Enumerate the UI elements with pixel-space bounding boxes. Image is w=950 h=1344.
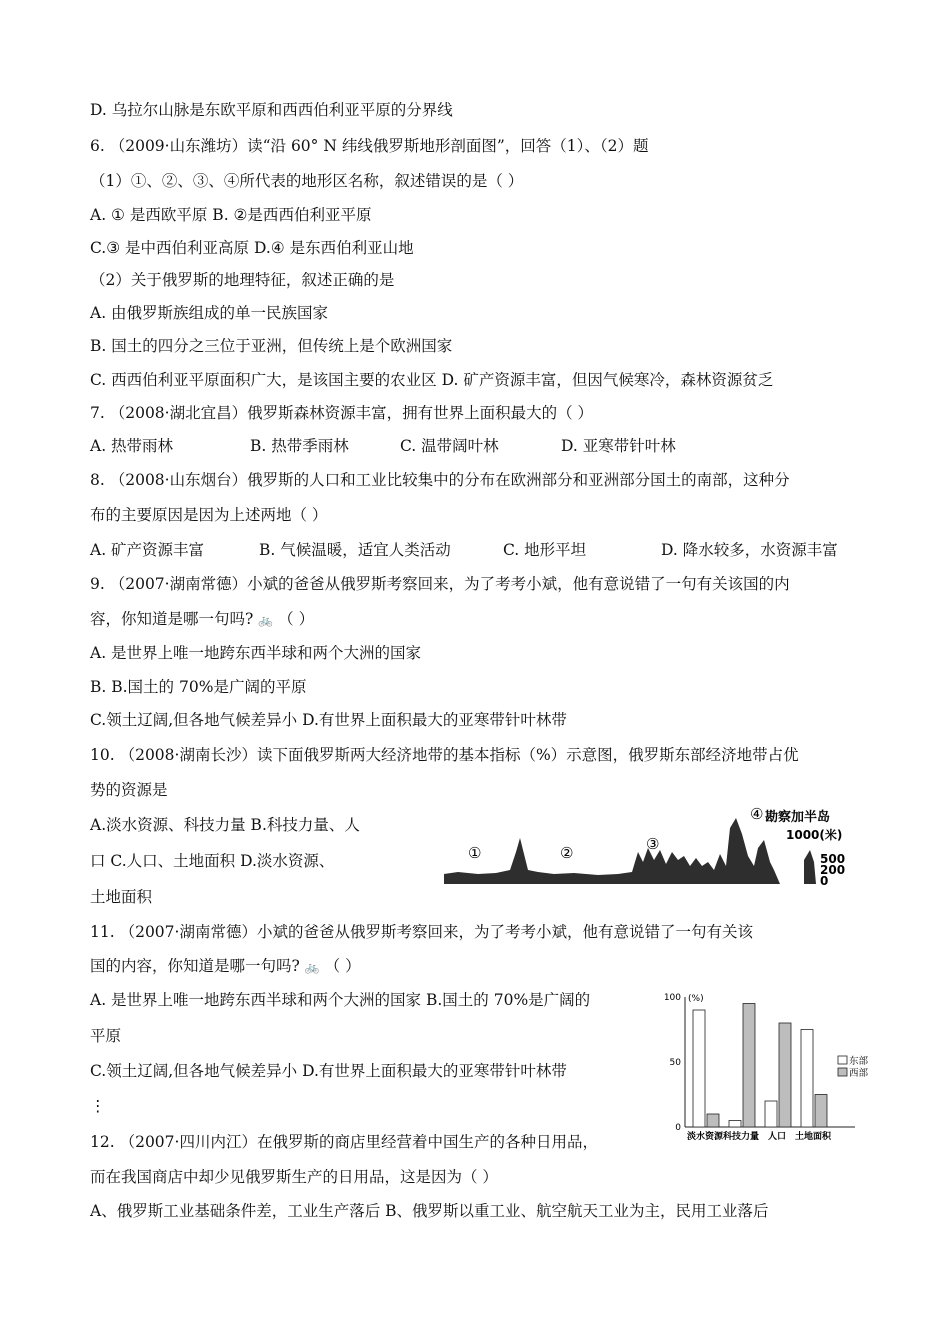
legend <box>838 1055 869 1079</box>
profile-label-2: ② <box>560 844 574 862</box>
peninsula-label: 勘察加半岛 <box>765 810 831 825</box>
legend-swatch-east <box>838 1056 847 1064</box>
y-axis-unit: (%) <box>688 994 704 1004</box>
legend-label-west: 西部 <box>849 1068 869 1079</box>
question-6-sub1: （1）①、②、③、④所代表的地形区名称，叙述错误的是（ ） <box>90 172 524 190</box>
bar-west <box>779 1023 791 1127</box>
question-9-answer-bracket: （ ） <box>278 610 315 628</box>
profile-tick-500: 500 <box>820 852 846 866</box>
question-7-option-d: D. 亚寒带针叶林 <box>561 437 676 455</box>
question-8-option-b: B. 气候温暖，适宜人类活动 <box>259 541 451 559</box>
question-11-options-ab-cont: 平原 <box>90 1027 122 1045</box>
question-11-answer-bracket: （ ） <box>324 957 361 975</box>
bar-east <box>801 1030 813 1128</box>
profile-tick-0: 0 <box>820 874 829 888</box>
question-10-option-end: 土地面积 <box>90 888 153 906</box>
y-tick-label: 0 <box>675 1123 681 1133</box>
legend-swatch-west <box>838 1068 847 1076</box>
bar-east <box>729 1121 741 1128</box>
question-8-line2: 布的主要原因是因为上述两地（ ） <box>90 506 328 524</box>
question-8-option-c: C. 地形平坦 <box>503 541 587 559</box>
question-7-option-c: C. 温带阔叶林 <box>400 437 499 455</box>
bar-west <box>815 1095 827 1128</box>
question-9-option-b: B. B.国土的 70%是广阔的平原 <box>90 678 307 696</box>
question-11-line1: 11. （2007·湖南常德）小斌的爸爸从俄罗斯考察回来，为了考考小斌，他有意说错了一句有关该 <box>90 923 753 941</box>
x-category-label: 土地面积 <box>794 1132 832 1142</box>
question-6-sub2: （2）关于俄罗斯的地理特征，叙述正确的是 <box>90 271 395 289</box>
question-10-options-ab: A.淡水资源、科技力量 B.科技力量、人 <box>90 816 360 834</box>
bar-west <box>707 1114 719 1127</box>
question-11-line2-text: 国的内容，你知道是哪一句吗? <box>90 957 300 975</box>
legend-label-east: 东部 <box>849 1056 869 1067</box>
question-6-sub1-options-ab: A. ① 是西欧平原 B. ②是西西伯利亚平原 <box>90 206 372 224</box>
question-12-line2: 而在我国商店中却少见俄罗斯生产的日用品，这是因为（ ） <box>90 1168 498 1186</box>
question-10-line2: 势的资源是 <box>90 781 168 799</box>
x-category-label: 人口 <box>767 1132 787 1142</box>
bike-icon: 🚲 <box>304 960 320 974</box>
question-9-options-cd: C.领土辽阔,但各地气候差异小 D.有世界上面积最大的亚寒带针叶林带 <box>90 711 567 729</box>
question-11-line2 <box>90 956 361 977</box>
question-10-options-bcd: 口 C.人口、土地面积 D.淡水资源、 <box>90 852 335 870</box>
question-7-option-a: A. 热带雨林 <box>90 437 174 455</box>
profile-tick-200: 200 <box>820 863 846 877</box>
question-12-options-ab: A、俄罗斯工业基础条件差，工业生产落后 B、俄罗斯以重工业、航空航天工业为主，民用工业落后 <box>90 1202 769 1220</box>
question-10-line1: 10. （2008·湖南长沙）读下面俄罗斯两大经济地带的基本指标（%）示意图，俄罗斯东部经济地带占优 <box>90 746 799 764</box>
x-category-label: 科技力量 <box>722 1132 760 1142</box>
question-9-option-a: A. 是世界上唯一地跨东西半球和两个大洲的国家 <box>90 644 422 662</box>
profile-label-1: ① <box>468 844 482 862</box>
ellipsis: ⋮ <box>90 1097 106 1115</box>
x-category-label: 淡水资源 <box>686 1132 724 1142</box>
profile-label-4: ④ <box>750 805 764 823</box>
question-8-option-d: D. 降水较多，水资源丰富 <box>661 541 838 559</box>
question-8-option-a: A. 矿产资源丰富 <box>90 541 205 559</box>
bar-east <box>765 1101 777 1127</box>
profile-unit-label: 1000(米) <box>786 828 843 842</box>
question-11-options-ab: A. 是世界上唯一地跨东西半球和两个大洲的国家 B.国土的 70%是广阔的 <box>90 991 591 1009</box>
question-7: 7. （2008·湖北宜昌）俄罗斯森林资源丰富，拥有世界上面积最大的（ ） <box>90 404 594 422</box>
bike-icon: 🚲 <box>258 613 274 627</box>
y-tick-label: 50 <box>669 1058 681 1068</box>
question-9-line2-text: 容，你知道是哪一句吗? <box>90 610 254 628</box>
terrain-profile-diagram <box>438 800 858 890</box>
question-7-option-b: B. 热带季雨林 <box>250 437 349 455</box>
question-6-sub2-options-cd: C. 西西伯利亚平原面积广大，是该国主要的农业区 D. 矿产资源丰富，但因气候寒冷，森林资源贫乏 <box>90 371 774 389</box>
question-11-options-cd: C.领土辽阔,但各地气候差异小 D.有世界上面积最大的亚寒带针叶林带 <box>90 1062 567 1080</box>
scale-bar <box>804 850 816 884</box>
profile-label-3: ③ <box>646 835 660 853</box>
y-tick-label: 100 <box>663 993 681 1003</box>
question-6-sub2-option-a: A. 由俄罗斯族组成的单一民族国家 <box>90 304 329 322</box>
question-12-line1: 12. （2007·四川内江）在俄罗斯的商店里经营着中国生产的各种日用品， <box>90 1133 598 1151</box>
question-9-line2 <box>90 609 314 630</box>
question-6: 6. （2009·山东潍坊）读“沿 60° N 纬线俄罗斯地形剖面图”，回答（1）、（2）题 <box>90 137 649 155</box>
option-line: D. 乌拉尔山脉是东欧平原和西西伯利亚平原的分界线 <box>90 101 453 119</box>
economic-zone-bar-chart <box>650 985 890 1150</box>
terrain-silhouette <box>444 818 780 884</box>
bar-west <box>743 1004 755 1128</box>
question-8-line1: 8. （2008·山东烟台）俄罗斯的人口和工业比较集中的分布在欧洲部分和亚洲部分国土的南部，这种分 <box>90 471 790 489</box>
question-6-sub1-options-cd: C.③ 是中西伯利亚高原 D.④ 是东西伯利亚山地 <box>90 239 414 257</box>
question-9-line1: 9. （2007·湖南常德）小斌的爸爸从俄罗斯考察回来，为了考考小斌，他有意说错了一句有关该国的内 <box>90 575 790 593</box>
question-6-sub2-option-b: B. 国土的四分之三位于亚洲，但传统上是个欧洲国家 <box>90 337 453 355</box>
bar-east <box>693 1010 705 1127</box>
